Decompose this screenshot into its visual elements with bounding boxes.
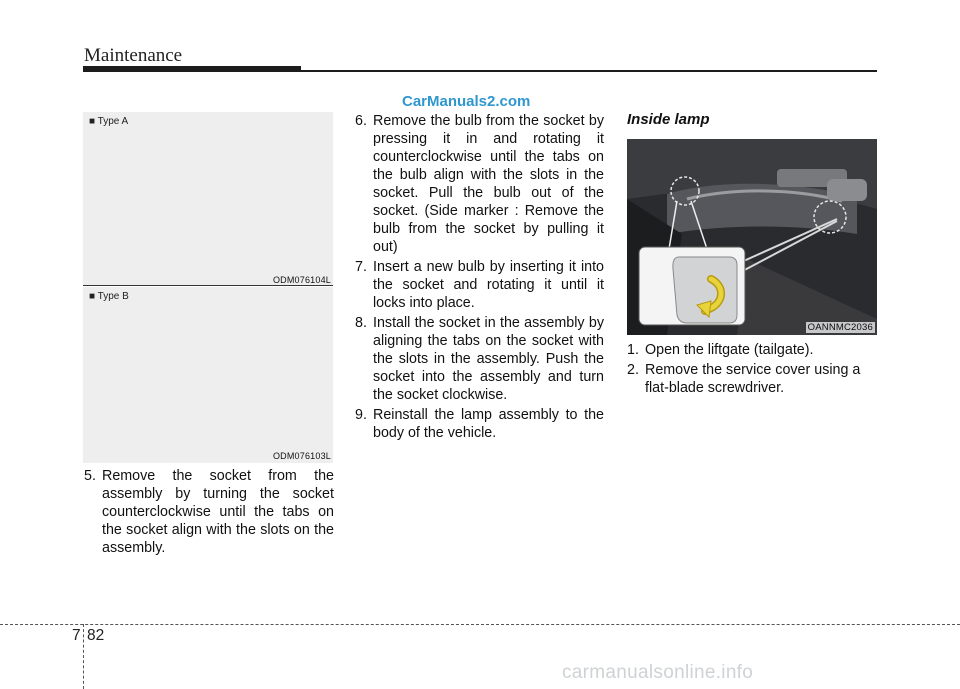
figure-code: ODM076104L — [272, 275, 331, 285]
liftgate-illustration — [627, 139, 877, 335]
footer-watermark: carmanualsonline.info — [562, 662, 754, 683]
step-number: 9. — [355, 407, 367, 423]
step-item — [627, 341, 878, 359]
footer-divider — [0, 624, 960, 625]
step-number: 5. — [84, 468, 96, 484]
watermark-link[interactable]: CarManuals2.com — [402, 93, 531, 110]
header-rule-thin — [301, 70, 877, 72]
steps-column-1 — [84, 467, 334, 559]
footer-vertical-divider — [83, 624, 84, 689]
step-number: 7. — [355, 259, 367, 275]
step-number: 8. — [355, 315, 367, 331]
step-number: 1. — [627, 342, 639, 358]
step-text: Remove the socket from the assembly by turning the socket counterclockwise until the tabs on the socket align with the slots on the assembly. — [102, 468, 334, 556]
liftgate-photo — [627, 139, 877, 335]
chapter-number: 7 — [72, 627, 81, 644]
figure-type-label: ■ Type B — [89, 291, 129, 302]
step-item — [355, 406, 604, 442]
step-text: Remove the bulb from the socket by pressing it in and rotating it counterclockwise until the tabs on the bulb align with the slots in the socket. Pull the bulb out of the socket. (Side marker : Remove the bulb from the socket by pulling it out) — [373, 113, 604, 255]
figure-type-a — [83, 112, 333, 285]
step-number: 6. — [355, 113, 367, 129]
step-number: 2. — [627, 362, 639, 378]
step-text: Open the liftgate (tailgate). — [645, 342, 814, 358]
step-item — [84, 467, 334, 557]
step-item — [627, 361, 878, 397]
step-item — [355, 314, 604, 404]
photo-code: OANNMC2036 — [807, 322, 873, 333]
step-item — [355, 258, 604, 312]
step-text: Reinstall the lamp assembly to the body of the vehicle. — [373, 407, 604, 441]
steps-column-3 — [627, 341, 878, 399]
figure-type-b — [83, 287, 333, 463]
step-text: Insert a new bulb by inserting it into the socket and rotating it until it locks into place. — [373, 259, 604, 311]
header-rule-thick — [83, 66, 301, 72]
section-title: Maintenance — [84, 45, 183, 66]
figure-code: ODM076103L — [272, 451, 331, 461]
step-text: Install the socket in the assembly by aligning the tabs on the socket with the slots in the assembly. Push the socket into the assembly and turn the socket clockwise. — [373, 315, 604, 403]
inside-lamp-heading: Inside lamp — [627, 111, 710, 128]
figure-type-label: ■ Type A — [89, 116, 129, 127]
step-text: Remove the service cover using a flat-blade screwdriver. — [645, 362, 861, 396]
page-number: 82 — [87, 627, 105, 644]
figure-divider — [83, 285, 333, 286]
step-item — [355, 112, 604, 256]
steps-column-2 — [355, 112, 604, 444]
